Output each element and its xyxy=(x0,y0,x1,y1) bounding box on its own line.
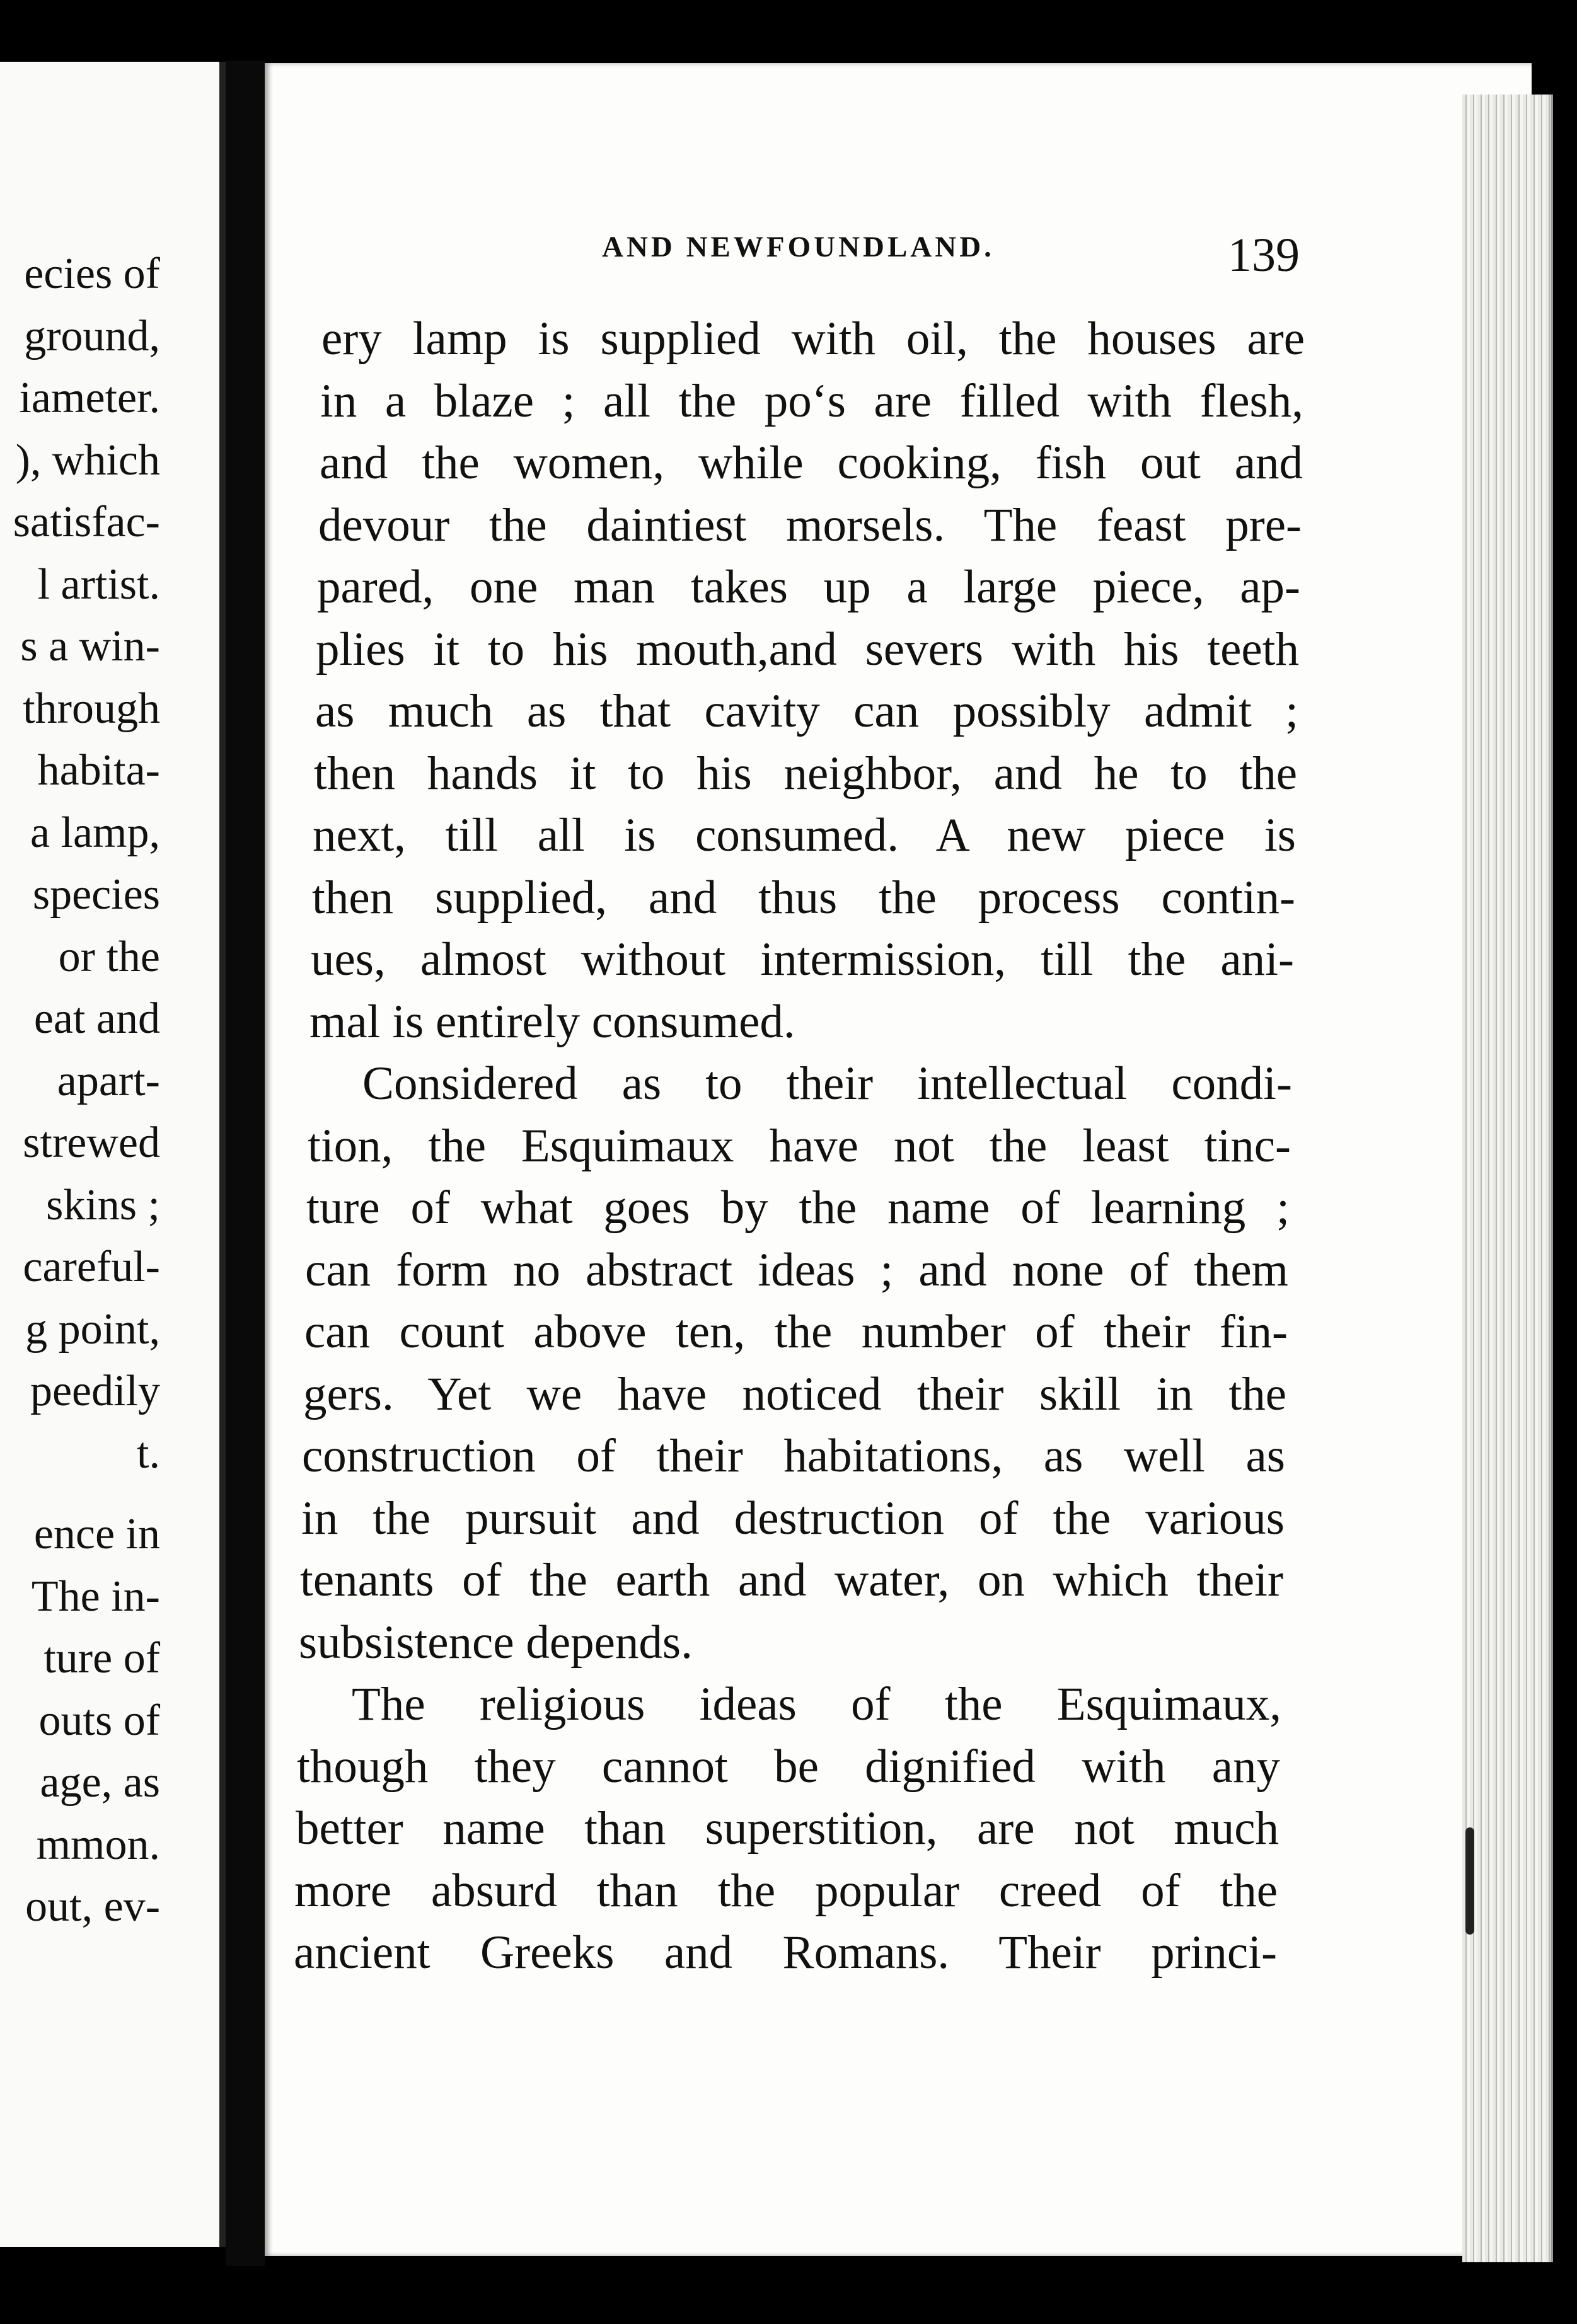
left-page-line: iameter. xyxy=(19,374,160,422)
page-number: 139 xyxy=(1228,229,1300,282)
left-page-line: t. xyxy=(137,1429,160,1478)
body-line: tenants of the earth and water, on which their xyxy=(300,1554,1283,1606)
facing-page-left xyxy=(0,62,226,2247)
left-page-line: through xyxy=(23,684,160,733)
body-line: gers. Yet we have noticed their skill in the xyxy=(303,1367,1286,1420)
body-line: in the pursuit and destruction of the various xyxy=(301,1492,1285,1545)
left-page-line: s a win- xyxy=(20,622,160,670)
body-line: tion, the Esquimaux have not the least tinc- xyxy=(308,1119,1291,1172)
running-head: AND NEWFOUNDLAND. xyxy=(602,231,995,263)
body-line: in a blaze ; all the po‘s are filled with flesh, xyxy=(320,374,1303,427)
body-line: and the women, while cooking, fish out and xyxy=(320,437,1303,489)
body-line: mal is entirely consumed. xyxy=(309,995,795,1048)
page-edge-mark xyxy=(1465,1827,1474,1935)
body-line: ancient Greeks and Romans. Their princi- xyxy=(294,1926,1277,1979)
body-line: can form no abstract ideas ; and none of them xyxy=(305,1243,1288,1296)
page-edges xyxy=(1462,95,1553,2262)
left-page-line: or the xyxy=(58,932,160,981)
left-page-line: ground, xyxy=(24,311,160,360)
body-line: ues, almost without intermission, till the ani- xyxy=(311,933,1294,986)
body-line: then supplied, and thus the process contin- xyxy=(312,871,1295,924)
left-page-line: g point, xyxy=(25,1304,160,1354)
left-page-line: ), which xyxy=(15,435,160,485)
left-page-line: careful- xyxy=(23,1243,160,1291)
body-line: better name than superstition, are not much xyxy=(296,1802,1279,1855)
body-line: Considered as to their intellectual condi- xyxy=(362,1057,1292,1110)
left-page-line: a lamp, xyxy=(30,808,160,857)
left-page-line: strewed xyxy=(23,1119,160,1167)
left-page-line: outs of xyxy=(38,1696,160,1745)
left-page-line: habita- xyxy=(37,746,160,795)
left-page-line: The in- xyxy=(31,1572,160,1621)
left-page-line: out, ev- xyxy=(25,1882,160,1931)
left-page-line: l artist. xyxy=(37,560,160,609)
left-page-line: ture of xyxy=(43,1634,160,1683)
left-page-line: eat and xyxy=(33,994,160,1043)
body-line: construction of their habitations, as well as xyxy=(302,1430,1285,1482)
body-line: pared, one man takes up a large piece, ap- xyxy=(317,561,1300,613)
left-page-line: peedily xyxy=(30,1367,160,1415)
body-line: can count above ten, the number of their fin- xyxy=(304,1306,1288,1358)
body-line: The religious ideas of the Esquimaux, xyxy=(352,1678,1281,1730)
left-page-line: age, as xyxy=(40,1758,160,1807)
body-line: more absurd than the popular creed of the xyxy=(294,1864,1278,1917)
left-page-line: apart- xyxy=(57,1056,160,1105)
left-page-line: satisfac- xyxy=(13,498,160,546)
body-line: next, till all is consumed. A new piece is xyxy=(313,809,1296,861)
body-line: ture of what goes by the name of learning ; xyxy=(306,1182,1290,1234)
book-gutter xyxy=(226,60,265,2266)
left-page-line: ence in xyxy=(33,1510,160,1558)
body-line: ery lamp is supplied with oil, the houses are xyxy=(321,313,1305,365)
body-line: subsistence depends. xyxy=(299,1616,693,1669)
body-line: then hands it to his neighbor, and he to the xyxy=(314,747,1297,800)
left-page-line: skins ; xyxy=(46,1180,160,1229)
body-line: as much as that cavity can possibly admit ; xyxy=(315,685,1298,737)
body-line: though they cannot be dignified with any xyxy=(297,1740,1280,1793)
left-page-line: species xyxy=(32,870,160,919)
body-line: plies it to his mouth,and severs with his teeth xyxy=(316,623,1299,676)
left-page-line: mmon. xyxy=(36,1820,160,1869)
left-page-line: ecies of xyxy=(24,250,160,298)
body-line: devour the daintiest morsels. The feast pre- xyxy=(318,498,1302,551)
